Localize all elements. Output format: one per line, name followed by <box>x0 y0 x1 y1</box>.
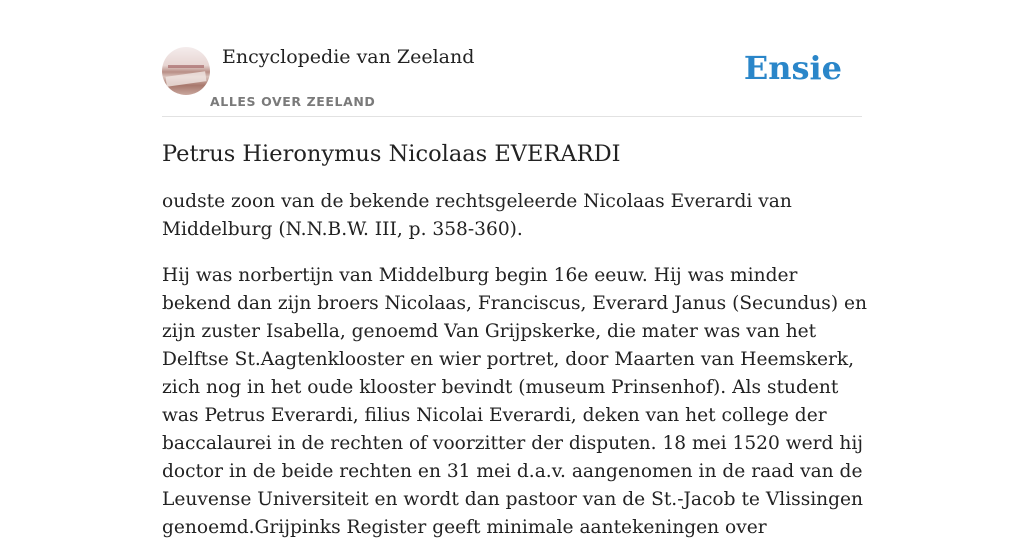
avatar-book <box>165 71 206 86</box>
site-tagline: ALLES OVER ZEELAND <box>210 94 376 109</box>
article-paragraph: oudste zoon van de bekende rechtsgeleerde Nicolaas Everardi van Middelburg (N.N.B.W. III, p. 358-360). <box>162 191 792 240</box>
site-name-link[interactable]: Encyclopedie van Zeeland <box>222 46 475 68</box>
site-header <box>162 44 862 117</box>
site-avatar[interactable] <box>162 47 210 95</box>
article-paragraph: Hij was norbertijn van Middelburg begin 16e eeuw. Hij was minder bekend dan zijn broers Nicolaas, Franciscus, Everard Janus (Secundus) en zijn zuster Isabella, genoemd Van Grijpskerke, die mater was van het Delftse St.Aagtenklooster en wier portret, door Maarten van Heemskerk, zich nog in het oude klooster bevindt (museum Prinsenhof). Als student was Petrus Everardi, filius Nicolai Everardi, deken van het college der baccalaurei in de rechten of voorzitter der disputen. 18 mei 1520 werd hij doctor in de beide rechten en 31 mei d.a.v. aangenomen in de raad van de Leuvense Universiteit en wordt dan pastoor van de St.-Jacob te Vlissingen genoemd.Grijpinks Register geeft minimale aantekeningen over <box>162 265 867 538</box>
article-title: Petrus Hieronymus Nicolaas EVERARDI <box>162 141 621 167</box>
ensie-logo[interactable]: Ensie <box>743 49 842 87</box>
avatar-band <box>168 65 204 68</box>
article <box>162 138 867 560</box>
